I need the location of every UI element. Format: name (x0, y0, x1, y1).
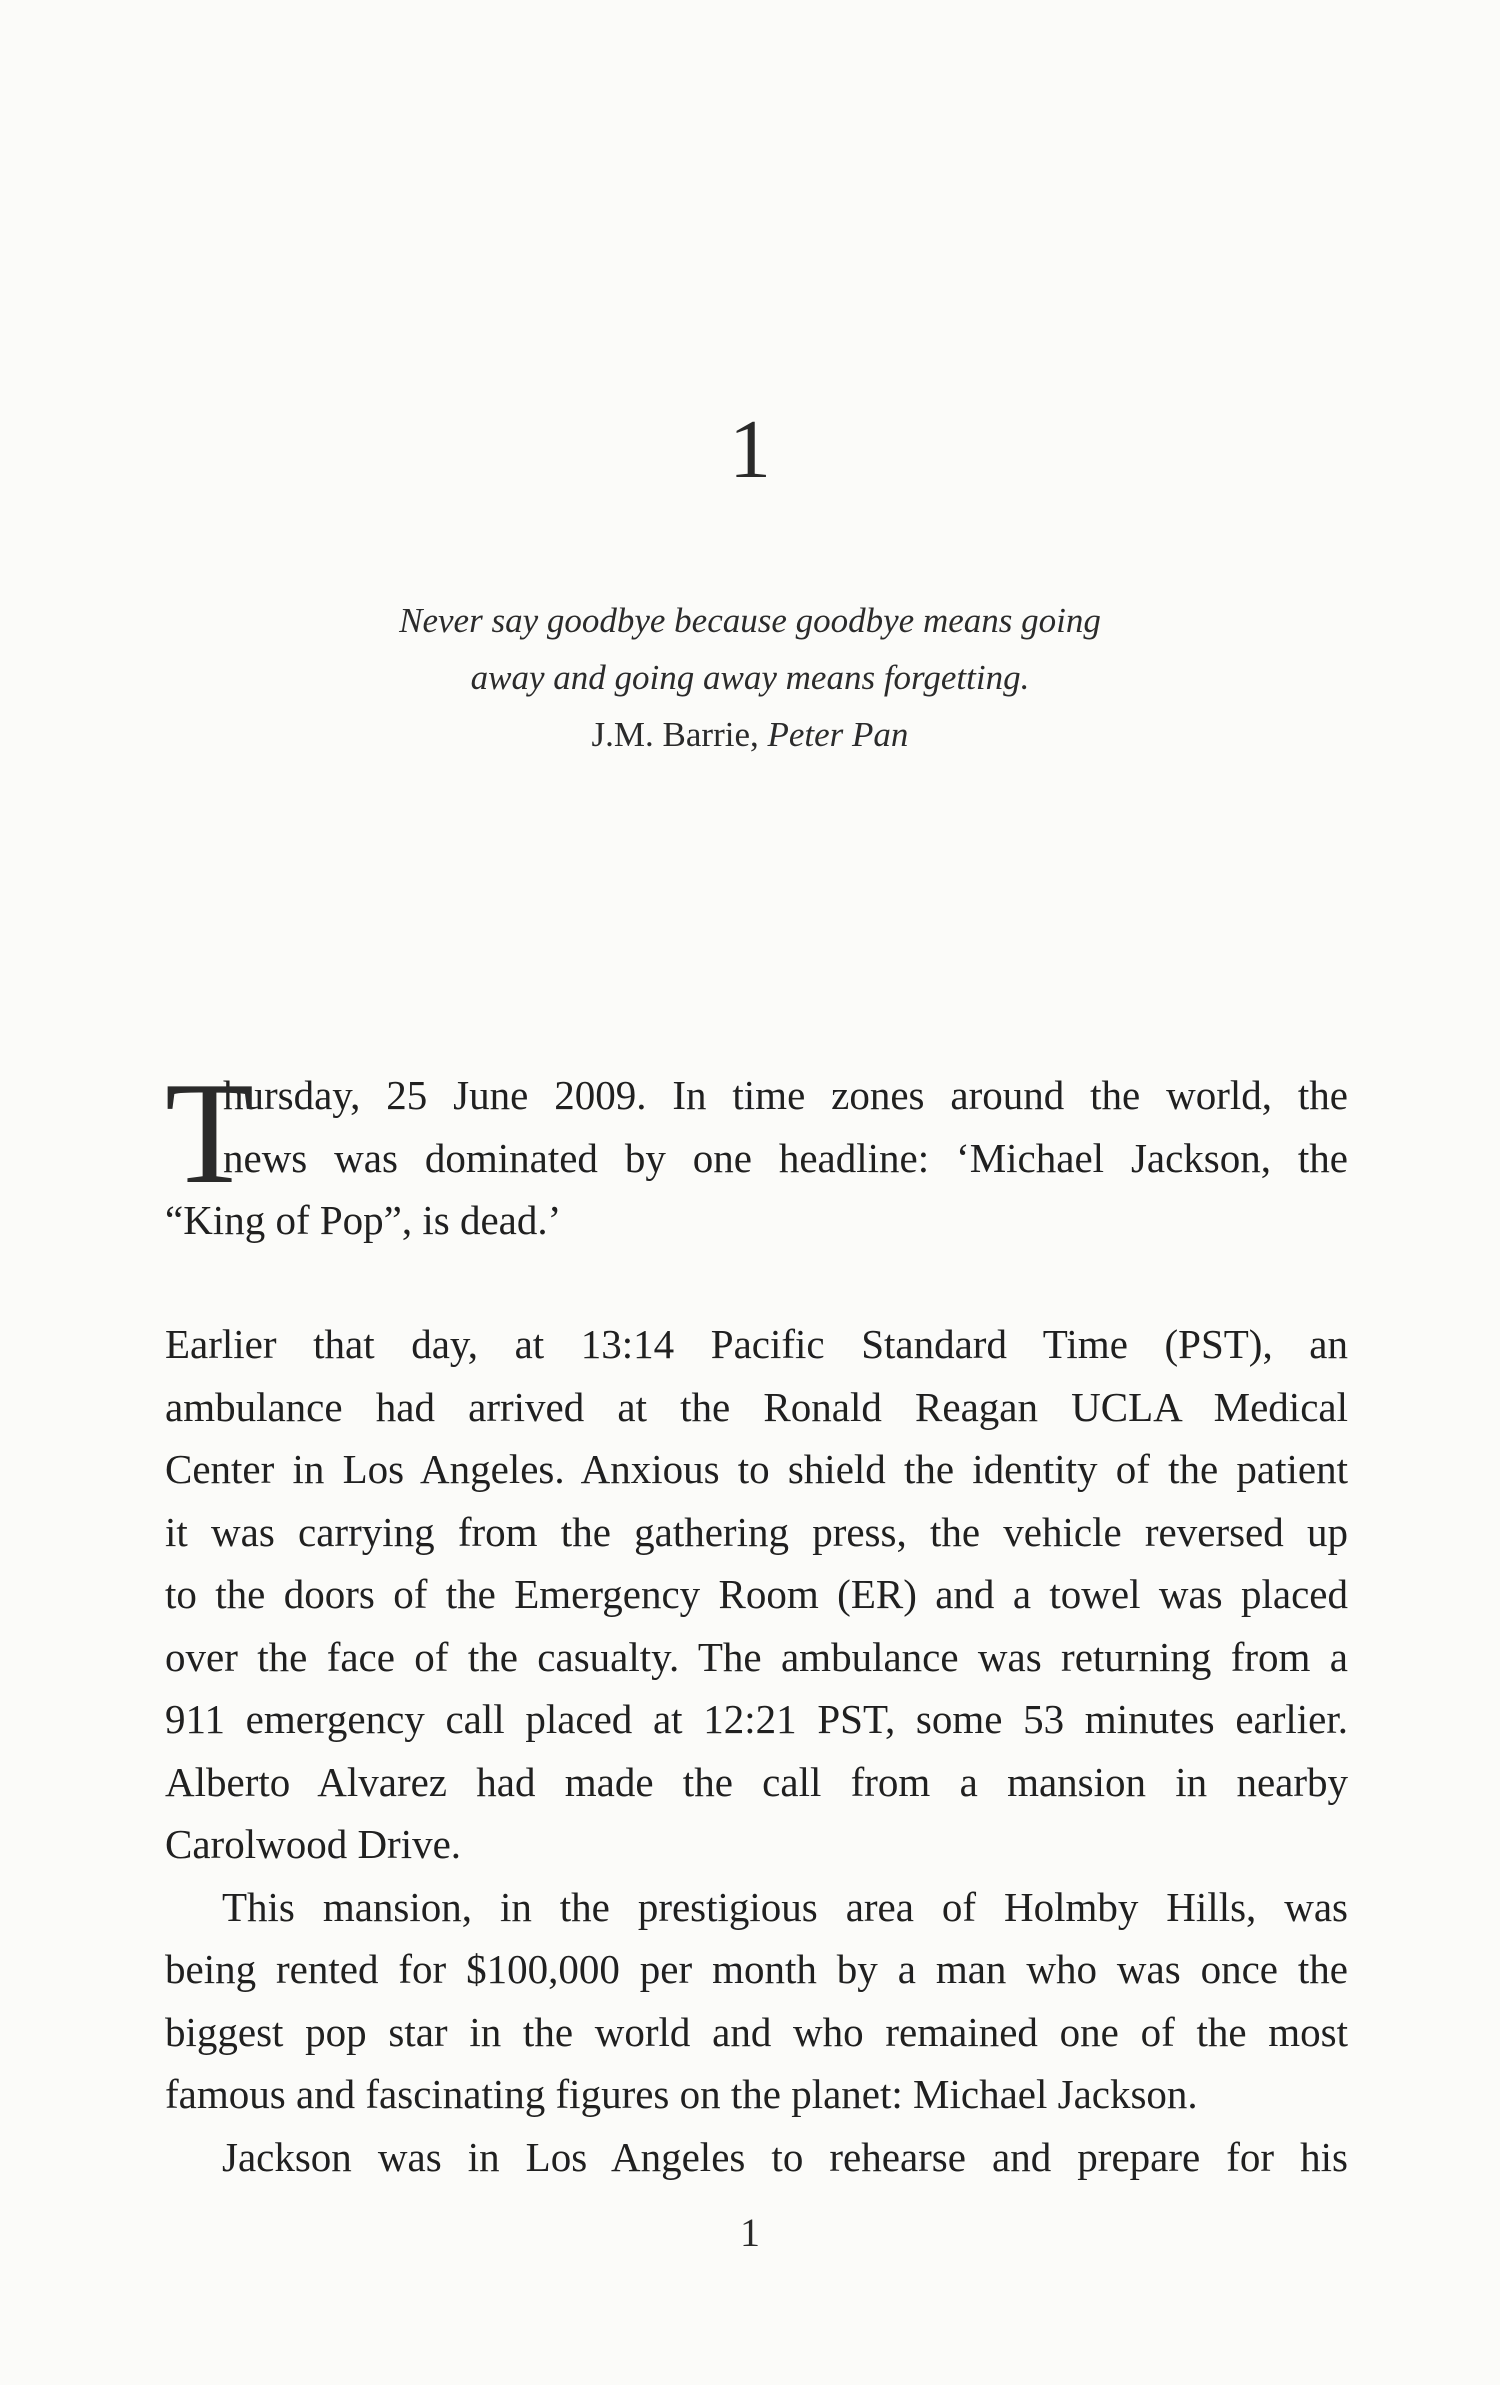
opening-paragraph (165, 1052, 1348, 1252)
text-line: biggest pop star in the world and who remained one of the most (165, 2008, 1348, 2055)
drop-cap: T (165, 1052, 255, 1214)
chapter-number: 1 (729, 403, 771, 496)
epigraph-line-2: away and going away means forgetting. (470, 658, 1030, 697)
text-line: Center in Los Angeles. Anxious to shield the identity of the patient (165, 1446, 1348, 1492)
text-line: it was carrying from the gathering press, the vehicle reversed up (165, 1508, 1348, 1555)
text-line: Jackson was in Los Angeles to rehearse and prepare for his (222, 2133, 1348, 2180)
text-line: ambulance had arrived at the Ronald Reagan UCLA Medical (165, 1383, 1348, 1430)
page-number: 1 (740, 2210, 760, 2255)
text-line: hursday, 25 June 2009. In time zones around the world, the (223, 1072, 1348, 1118)
epigraph-line-1: Never say goodbye because goodbye means going (399, 601, 1101, 640)
text-line: being rented for $100,000 per month by a man who was once the (165, 1946, 1348, 1992)
text-line: to the doors of the Emergency Room (ER) and a towel was placed (165, 1571, 1348, 1617)
epigraph (300, 592, 1200, 763)
text-line: This mansion, in the prestigious area of Holmby Hills, was (222, 1883, 1348, 1930)
text-line: over the face of the casualty. The ambulance was returning from a (165, 1633, 1348, 1680)
text-line: Earlier that day, at 13:14 Pacific Standard Time (PST), an (165, 1321, 1348, 1367)
text-line: “King of Pop”, is dead.’ (165, 1197, 562, 1243)
text-line: news was dominated by one headline: ‘Michael Jackson, the (223, 1134, 1348, 1181)
text-line: famous and fascinating figures on the planet: Michael Jackson. (165, 2071, 1198, 2117)
text-line: Alberto Alvarez had made the call from a mansion in nearby (165, 1758, 1348, 1805)
epigraph-author: J.M. Barrie, (591, 715, 768, 754)
epigraph-work: Peter Pan (767, 715, 909, 754)
text-line: 911 emergency call placed at 12:21 PST, some 53 minutes earlier. (165, 1696, 1348, 1742)
body-text (165, 1313, 1348, 2188)
epigraph-attribution (300, 706, 1200, 763)
text-line: Carolwood Drive. (165, 1821, 462, 1867)
